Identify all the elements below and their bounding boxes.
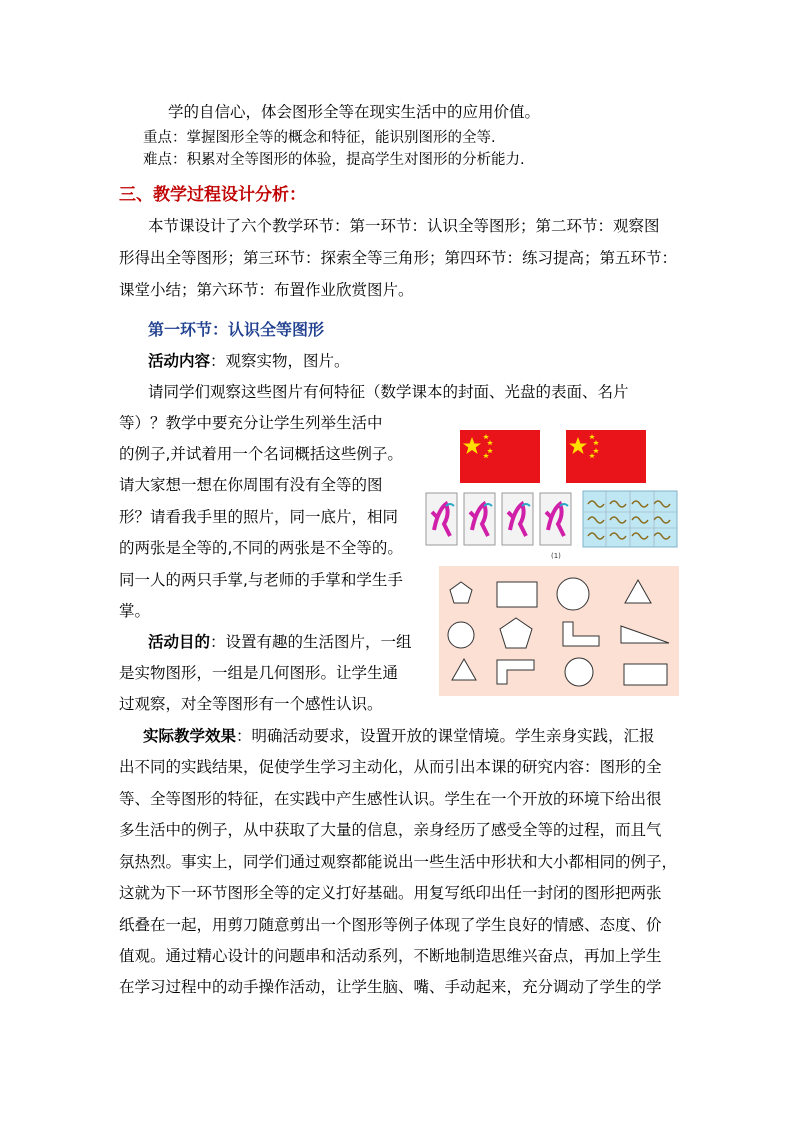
paragraph-line: 是实物图形，一组是几何图形。让学生通: [119, 664, 399, 682]
stamp: [464, 493, 495, 545]
effect-line: 在学习过程中的动手操作活动，让学生脑、嘴、手动起来，充分调动了学生的学: [119, 978, 662, 996]
pattern-tiles-image: [582, 490, 678, 548]
section-title: 三、教学过程设计分析：: [119, 185, 306, 205]
key-point: 重点：掌握图形全等的概念和特征，能识别图形的全等.: [143, 130, 496, 146]
figure-caption: (1): [551, 552, 561, 560]
activity-purpose: [148, 632, 412, 652]
intro-line: 本节课设计了六个教学环节：第一环节：认识全等图形；第二环节：观察图: [148, 217, 660, 235]
circle-shape: [448, 622, 474, 648]
stamp: [426, 493, 457, 545]
l-shape: [563, 622, 599, 646]
activity-content-label: 活动内容: [148, 352, 211, 370]
triangle-shape: [625, 580, 651, 603]
activity-purpose-text: ：设置有趣的生活图片，一组: [210, 633, 412, 651]
effect-line: 等、全等图形的特征，在实践中产生感性认识。学生在一个开放的环境下给出很: [119, 790, 662, 808]
effect-first-line: [143, 726, 655, 746]
paragraph-line: 的两张是全等的,不同的两张是不全等的。: [119, 539, 403, 557]
flag-image-right: [566, 430, 646, 483]
difficult-point: 难点：积累对全等图形的体验，提高学生对图形的分析能力.: [143, 152, 525, 168]
effect-line: 纸叠在一起，用剪刀随意剪出一个图形等例子体现了学生良好的情感、态度、价: [119, 916, 662, 934]
triangle-shape: [452, 659, 476, 680]
pentagon-shape: [450, 582, 472, 603]
paragraph-line: 形？请看我手里的照片，同一底片，相同: [119, 508, 399, 526]
right-triangle-shape: [621, 626, 669, 643]
circle-shape: [557, 578, 589, 610]
geometric-shapes: [439, 566, 679, 696]
paragraph-line: 同一人的两只手掌,与老师的手掌和学生手: [119, 571, 403, 589]
stamp-images: [424, 490, 574, 548]
activity-purpose-label: 活动目的: [148, 633, 211, 651]
intro-line: 形得出全等图形；第三环节：探索全等三角形；第四环节：练习提高；第五环节：: [119, 249, 678, 267]
effect-line: 氛热烈。事实上，同学们通过观察都能说出一些生活中形状和大小都相同的例子，: [119, 853, 678, 871]
intro-line: 课堂小结；第六环节：布置作业欣赏图片。: [119, 281, 414, 299]
text-line: 学的自信心，体会图形全等在现实生活中的应用价值。: [168, 103, 541, 121]
paragraph-line: 请同学们观察这些图片有何特征（数学课本的封面、光盘的表面、名片: [148, 383, 629, 401]
paragraph-line: 等）？教学中要充分让学生列举生活中: [119, 414, 383, 432]
paragraph-line: 过观察，对全等图形有一个感性认识。: [119, 695, 383, 713]
effect-line: 多生活中的例子，从中获取了大量的信息，亲身经历了感受全等的过程，而且气: [119, 821, 662, 839]
rectangle-shape: [624, 664, 667, 685]
l-shape: [497, 660, 534, 684]
rectangle-shape: [497, 582, 537, 607]
sub-title: 第一环节：认识全等图形: [148, 320, 325, 339]
shapes-panel: [439, 566, 679, 696]
activity-content: [148, 351, 350, 371]
effect-line: 出不同的实践结果，促使学生学习主动化，从而引出本课的研究内容：图形的全: [119, 758, 662, 776]
stamp: [502, 493, 533, 545]
star-icon: [566, 430, 646, 483]
activity-content-text: ：观察实物，图片。: [210, 352, 350, 370]
paragraph-line: 请大家想一想在你周围有没有全等的图: [119, 476, 383, 494]
circle-shape: [565, 658, 593, 686]
effect-label: 实际教学效果: [143, 727, 237, 745]
star-icon: [460, 430, 540, 483]
effect-line: 值观。通过精心设计的问题串和活动系列，不断地制造思维兴奋点，再加上学生: [119, 947, 662, 965]
flag-image-left: [460, 430, 540, 483]
effect-text: ：明确活动要求，设置开放的课堂情境。学生亲身实践，汇报: [236, 727, 655, 745]
effect-line: 这就为下一环节图形全等的定义打好基础。用复写纸印出任一封闭的图形把两张: [119, 884, 662, 902]
pentagon-shape: [500, 618, 532, 648]
stamp: [540, 493, 571, 545]
paragraph-line: 掌。: [119, 602, 151, 620]
paragraph-line: 的例子,并试着用一个名词概括这些例子。: [119, 445, 403, 463]
